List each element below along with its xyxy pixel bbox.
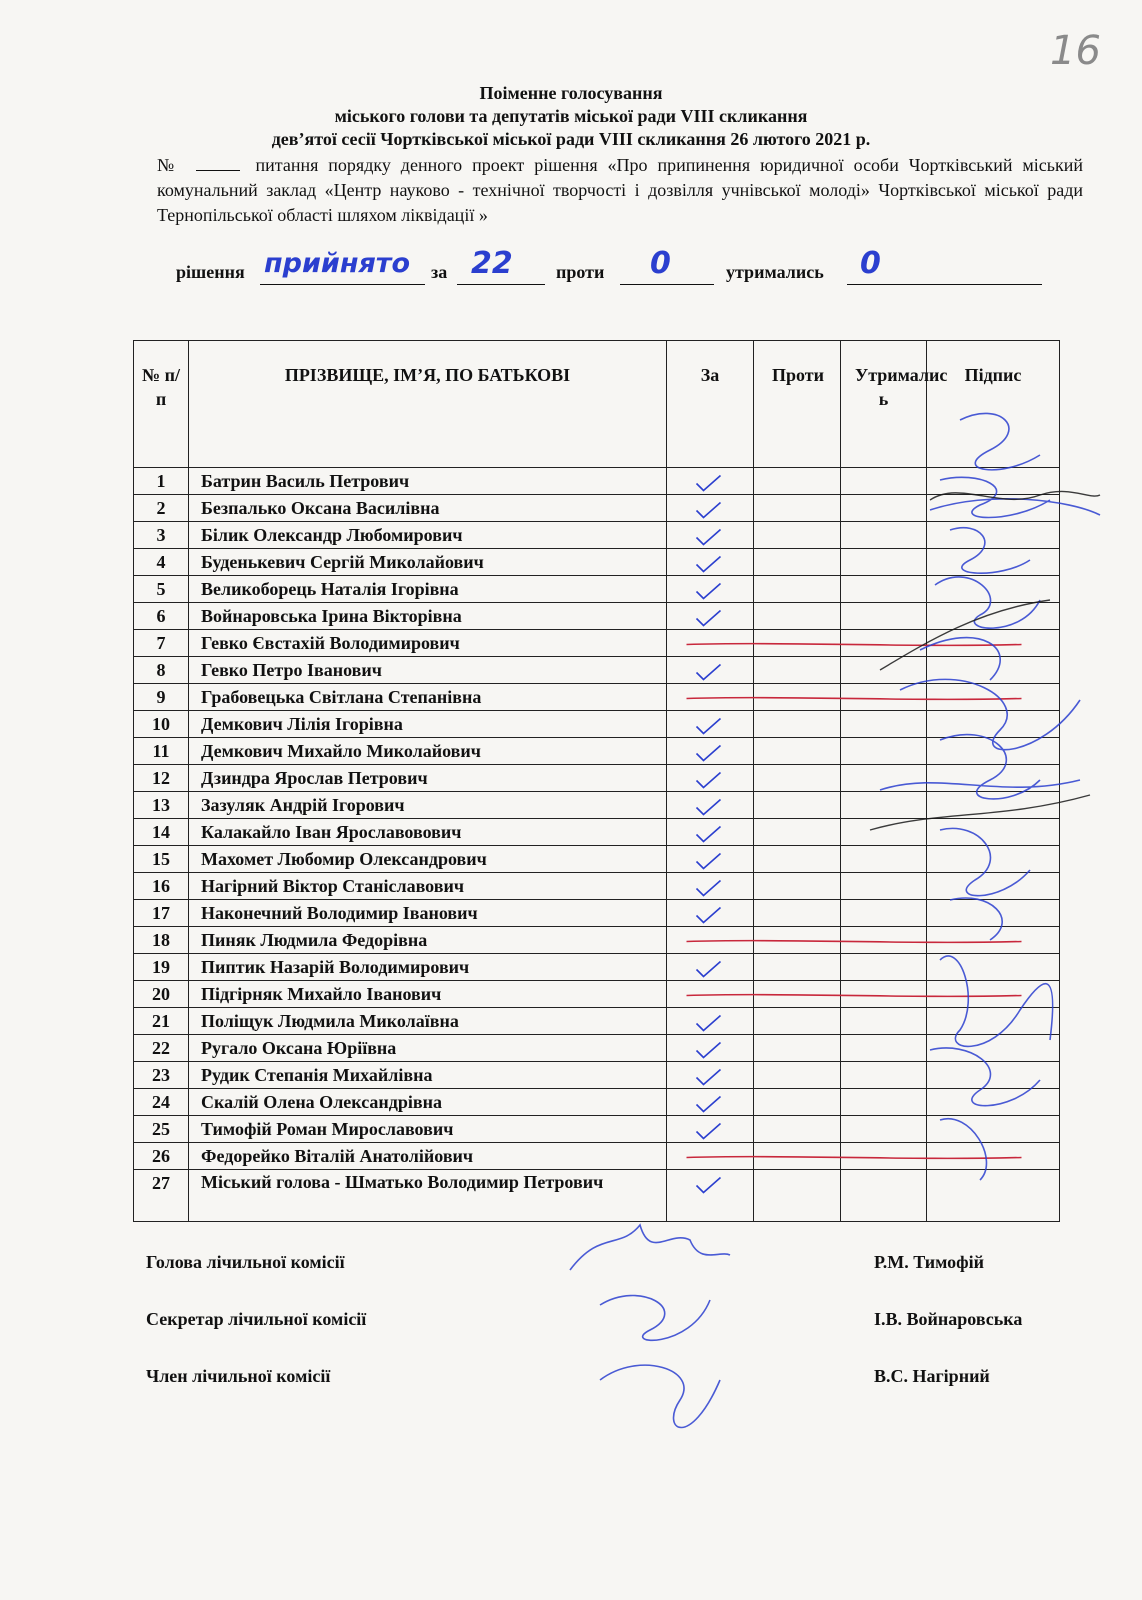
vote-for-cell [667,738,754,765]
vote-for-cell [667,1116,754,1143]
deputy-name: Міський голова - Шматько Володимир Петрович [189,1170,667,1222]
signature-cell [927,792,1060,819]
signature-cell [927,873,1060,900]
deputy-name: Федорейко Віталій Анатолійович [189,1143,667,1170]
vote-abstained-cell [841,1035,927,1062]
vote-for-cell [667,1062,754,1089]
vote-abstained-cell [841,1062,927,1089]
table-row [134,603,1060,630]
vote-against-cell [754,1089,841,1116]
signature-cell [927,819,1060,846]
vote-abstained-cell [841,1143,927,1170]
deputy-name: Демкович Михайло Миколайович [189,738,667,765]
table-row [134,549,1060,576]
abstained-count-handwritten: 0 [860,246,881,281]
vote-against-cell [754,927,841,954]
vote-against-cell [754,981,841,1008]
vote-for-cell [667,792,754,819]
vote-against-cell [754,576,841,603]
table-row [134,576,1060,603]
vote-abstained-cell [841,846,927,873]
vote-abstained-cell [841,819,927,846]
row-number: 7 [134,630,189,657]
row-number: 18 [134,927,189,954]
signature-cell [927,711,1060,738]
signature-cell [927,630,1060,657]
table-row [134,765,1060,792]
vote-against-cell [754,657,841,684]
question-number-blank [196,170,240,171]
vote-against-cell [754,684,841,711]
row-number: 23 [134,1062,189,1089]
vote-against-cell [754,846,841,873]
deputy-name: Поліщук Людмила Миколаївна [189,1008,667,1035]
table-row [134,1008,1060,1035]
table-row [134,495,1060,522]
vote-for-cell [667,1008,754,1035]
vote-abstained-cell [841,873,927,900]
vote-against-cell [754,819,841,846]
signature-cell [927,846,1060,873]
vote-against-cell [754,954,841,981]
table-header-row [134,341,1060,468]
vote-abstained-cell [841,522,927,549]
vote-abstained-cell [841,792,927,819]
deputy-name: Великоборець Наталія Ігорівна [189,576,667,603]
deputy-name: Буденькевич Сергій Миколайович [189,549,667,576]
deputy-name: Гевко Петро Іванович [189,657,667,684]
vote-against-cell [754,711,841,738]
header-num: № п/п [134,341,189,468]
vote-abstained-cell [841,981,927,1008]
vote-abstained-cell [841,900,927,927]
signature-cell [927,684,1060,711]
deputy-name: Дзиндра Ярослав Петрович [189,765,667,792]
vote-against-cell [754,603,841,630]
vote-for-cell [667,1089,754,1116]
commission-person: Р.М. Тимофій [874,1252,985,1272]
header-abstained: Утрималис ь [841,341,927,468]
signature-cell [927,1035,1060,1062]
table-row [134,900,1060,927]
header-name: ПРІЗВИЩЕ, ІМ’Я, ПО БАТЬКОВІ [189,341,667,468]
table-row [134,792,1060,819]
for-count-handwritten: 22 [471,246,513,281]
question-text: питання порядку денного проект рішення «Про припинення юридичної особи Чортківський міський комунальний заклад «Центр науково - технічної творчості і дозвілля учнівської молоді» Чортківської міської ради Тернопільської області шляхом ліквідації » [157,155,1083,225]
header-signature: Підпис [927,341,1060,468]
signature-cell [927,549,1060,576]
vote-for-cell [667,603,754,630]
table-row [134,1035,1060,1062]
vote-against-cell [754,900,841,927]
vote-for-cell [667,1143,754,1170]
decision-handwritten: прийнято [264,248,411,279]
signature-cell [927,765,1060,792]
vote-abstained-cell [841,1008,927,1035]
deputy-name: Тимофій Роман Мирославович [189,1116,667,1143]
vote-abstained-cell [841,657,927,684]
deputy-name: Наконечний Володимир Іванович [189,900,667,927]
vote-for-cell [667,981,754,1008]
deputy-name: Гевко Євстахій Володимирович [189,630,667,657]
commission-secretary [146,1309,1046,1366]
row-number: 1 [134,468,189,495]
deputy-name: Зазуляк Андрій Ігорович [189,792,667,819]
vote-against-cell [754,1062,841,1089]
table-row [134,846,1060,873]
row-number: 26 [134,1143,189,1170]
deputy-name: Рудик Степанія Михайлівна [189,1062,667,1089]
commission-role: Секретар лічильної комісії [146,1309,367,1329]
table-row [134,819,1060,846]
signature-cell [927,1170,1060,1222]
question-number-label: № [157,155,180,175]
row-number: 14 [134,819,189,846]
vote-for-cell [667,819,754,846]
deputy-name: Махомет Любомир Олександрович [189,846,667,873]
table-row [134,981,1060,1008]
question-text-block [157,153,1083,228]
deputy-name: Білик Олександр Любомирович [189,522,667,549]
commission-role: Голова лічильної комісії [146,1252,345,1272]
vote-against-cell [754,522,841,549]
vote-abstained-cell [841,765,927,792]
vote-abstained-cell [841,630,927,657]
signature-cell [927,927,1060,954]
vote-against-cell [754,1008,841,1035]
table-row [134,1089,1060,1116]
decision-row [176,246,1076,290]
deputy-name: Войнаровська Ірина Вікторівна [189,603,667,630]
row-number: 3 [134,522,189,549]
table-row [134,657,1060,684]
header-title: Поіменне голосування [479,83,663,103]
vote-for-cell [667,495,754,522]
commission-member [146,1366,1046,1423]
header-against: Проти [754,341,841,468]
deputy-name: Пиняк Людмила Федорівна [189,927,667,954]
vote-for-cell [667,954,754,981]
commission-role: Член лічильної комісії [146,1366,331,1386]
table-row [134,522,1060,549]
vote-for-cell [667,765,754,792]
row-number: 25 [134,1116,189,1143]
table-row [134,684,1060,711]
signature-cell [927,576,1060,603]
vote-against-cell [754,495,841,522]
table-row [134,711,1060,738]
vote-abstained-cell [841,576,927,603]
table-row [134,954,1060,981]
for-label: за [431,262,448,282]
table-row [134,873,1060,900]
vote-for-cell [667,522,754,549]
signature-cell [927,1143,1060,1170]
vote-against-cell [754,873,841,900]
vote-for-cell [667,846,754,873]
row-number: 15 [134,846,189,873]
vote-for-cell [667,576,754,603]
signature-cell [927,657,1060,684]
signature-cell [927,1116,1060,1143]
deputy-name: Підгірняк Михайло Іванович [189,981,667,1008]
signature-cell [927,1089,1060,1116]
row-number: 20 [134,981,189,1008]
row-number: 10 [134,711,189,738]
row-number: 4 [134,549,189,576]
vote-against-cell [754,738,841,765]
signature-cell [927,954,1060,981]
row-number: 6 [134,603,189,630]
vote-for-cell [667,549,754,576]
vote-for-cell [667,468,754,495]
against-count-handwritten: 0 [650,246,671,281]
deputy-name: Скалій Олена Олександрівна [189,1089,667,1116]
document-header [0,82,1142,151]
vote-abstained-cell [841,711,927,738]
vote-abstained-cell [841,549,927,576]
deputy-name: Грабовецька Світлана Степанівна [189,684,667,711]
against-label: проти [556,262,605,282]
vote-abstained-cell [841,1089,927,1116]
vote-against-cell [754,1143,841,1170]
vote-against-cell [754,549,841,576]
row-number: 21 [134,1008,189,1035]
header-for: За [667,341,754,468]
vote-against-cell [754,468,841,495]
signature-cell [927,468,1060,495]
vote-against-cell [754,1116,841,1143]
abstained-label: утримались [726,262,824,282]
row-number: 11 [134,738,189,765]
vote-against-cell [754,792,841,819]
table-row [134,1062,1060,1089]
deputy-name: Пиптик Назарій Володимирович [189,954,667,981]
commission-person: І.В. Войнаровська [874,1309,1023,1329]
vote-for-cell [667,1170,754,1222]
row-number: 8 [134,657,189,684]
vote-for-cell [667,1035,754,1062]
vote-abstained-cell [841,738,927,765]
vote-against-cell [754,1035,841,1062]
deputy-name: Демкович Лілія Ігорівна [189,711,667,738]
vote-for-cell [667,900,754,927]
vote-abstained-cell [841,1116,927,1143]
row-number: 24 [134,1089,189,1116]
vote-abstained-cell [841,954,927,981]
row-number: 27 [134,1170,189,1222]
header-session: дев’ятої сесії Чортківської міської ради VIII скликання 26 лютого 2021 р. [271,129,871,149]
row-number: 2 [134,495,189,522]
vote-against-cell [754,765,841,792]
signature-cell [927,981,1060,1008]
header-subtitle: міського голови та депутатів міської ради VIII скликання [334,106,808,126]
row-number: 12 [134,765,189,792]
vote-for-cell [667,711,754,738]
signature-cell [927,1062,1060,1089]
signature-cell [927,522,1060,549]
vote-abstained-cell [841,603,927,630]
row-number: 13 [134,792,189,819]
table-row [134,1170,1060,1222]
vote-for-cell [667,657,754,684]
signature-cell [927,603,1060,630]
vote-abstained-cell [841,495,927,522]
row-number: 22 [134,1035,189,1062]
table-row [134,630,1060,657]
commission-chair [146,1252,1046,1309]
voting-table [133,340,1060,1222]
table-row [134,1143,1060,1170]
vote-against-cell [754,1170,841,1222]
signature-cell [927,495,1060,522]
row-number: 16 [134,873,189,900]
table-row [134,738,1060,765]
deputy-name: Ругало Оксана Юріївна [189,1035,667,1062]
table-row [134,1116,1060,1143]
vote-abstained-cell [841,684,927,711]
deputy-name: Калакайло Іван Ярославовович [189,819,667,846]
vote-for-cell [667,684,754,711]
counting-commission [146,1252,1046,1423]
vote-abstained-cell [841,468,927,495]
row-number: 5 [134,576,189,603]
deputy-name: Батрин Василь Петрович [189,468,667,495]
deputy-name: Нагірний Віктор Станіславович [189,873,667,900]
vote-abstained-cell [841,927,927,954]
signature-cell [927,900,1060,927]
vote-for-cell [667,927,754,954]
vote-for-cell [667,873,754,900]
row-number: 17 [134,900,189,927]
page-number: 16 [1050,28,1101,74]
vote-against-cell [754,630,841,657]
row-number: 19 [134,954,189,981]
vote-for-cell [667,630,754,657]
signature-cell [927,738,1060,765]
deputy-name: Безпалько Оксана Василівна [189,495,667,522]
signature-cell [927,1008,1060,1035]
vote-abstained-cell [841,1170,927,1222]
row-number: 9 [134,684,189,711]
table-row [134,468,1060,495]
decision-label: рішення [176,262,245,282]
commission-person: В.С. Нагірний [874,1366,990,1386]
table-row [134,927,1060,954]
